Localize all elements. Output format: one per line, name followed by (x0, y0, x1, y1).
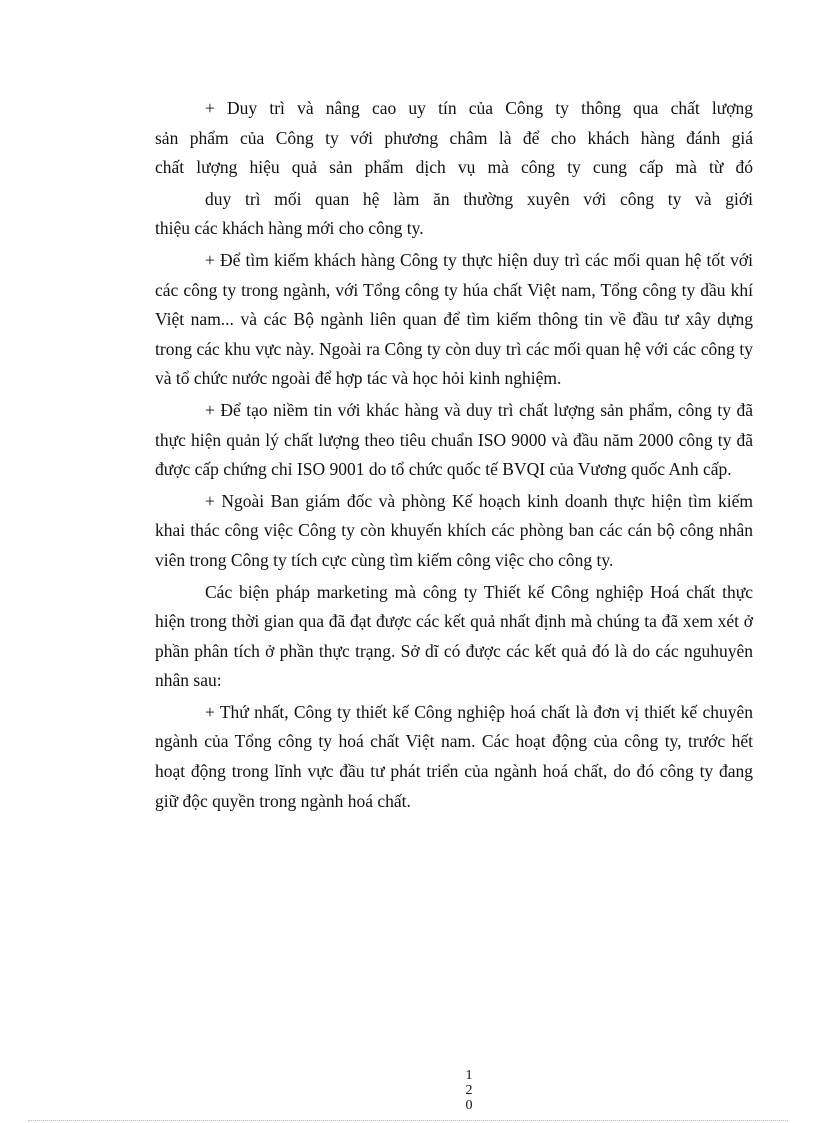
paragraph-1-line-1: + Duy trì và nâng cao uy tín của Công ty thông qua chất lượng (205, 98, 753, 118)
paragraph-2: + Để tìm kiếm khách hàng Công ty thực hiện duy trì các mối quan hệ tốt với các công ty trong ngành, với Tổng công ty húa chất Việt nam, Tổng công ty dầu khí Việt nam... và các Bộ ngành liên quan để tìm kiếm thông tin về đầu tư xây dựng trong các khu vực này. Ngoài ra Công ty còn duy trì các mối quan hệ với các công ty và tổ chức nước ngoài để hợp tác và học hỏi kinh nghiệm. (155, 249, 753, 389)
paragraph-6: + Thứ nhất, Công ty thiết kế Công nghiệp hoá chất là đơn vị thiết kế chuyên ngành của Tổng công ty hoá chất Việt nam. Các hoạt động của công ty, trước hết hoạt động trong lĩnh vực đầu tư phát triển của ngành hoá chất, do đó công ty đang giữ độc quyền trong ngành hoá chất. (155, 701, 753, 811)
paragraph-1-line-5: thiệu các khách hàng mới cho công ty. (155, 218, 424, 239)
paragraph-3: + Để tạo niềm tin với khác hàng và duy trì chất lượng sản phẩm, công ty đã thực hiện quản lý chất lượng theo tiêu chuẩn ISO 9000 và đầu năm 2000 công ty đã được cấp chứng chỉ ISO 9001 do tổ chức quốc tế BVQI của Vương quốc Anh cấp. (155, 399, 753, 480)
page-number-digit: 0 (465, 1098, 473, 1113)
page-number-digit: 2 (465, 1083, 473, 1098)
paragraph-5: Các biện pháp marketing mà công ty Thiết kế Công nghiệp Hoá chất thực hiện trong thời gian qua đã đạt được các kết quả nhất định mà chúng ta đã xem xét ở phần phân tích ở phần thực trạng. Sở dĩ có được các kết quả đó là do các nguhuyên nhân sau: (155, 581, 753, 691)
page-bottom-divider (28, 1120, 788, 1121)
paragraph-1-line-4: duy trì mối quan hệ làm ăn thường xuyên với công ty và giới (205, 188, 753, 209)
page-number (462, 1068, 476, 1113)
page-number-digit: 1 (465, 1068, 473, 1083)
paragraph-1 (155, 94, 753, 244)
paragraph-4: + Ngoài Ban giám đốc và phòng Kế hoạch kinh doanh thực hiện tìm kiếm khai thác công việc Công ty còn khuyến khích các phòng ban các cán bộ công nhân viên trong Công ty tích cực cùng tìm kiếm công việc cho công ty. (155, 490, 753, 570)
paragraph-1-line-3: chất lượng hiệu quả sản phẩm dịch vụ mà công ty cung cấp mà từ đó (155, 157, 753, 178)
paragraph-1-line-2: sản phẩm của Công ty với phương châm là để cho khách hàng đánh giá (155, 127, 753, 148)
document-body (155, 94, 753, 818)
